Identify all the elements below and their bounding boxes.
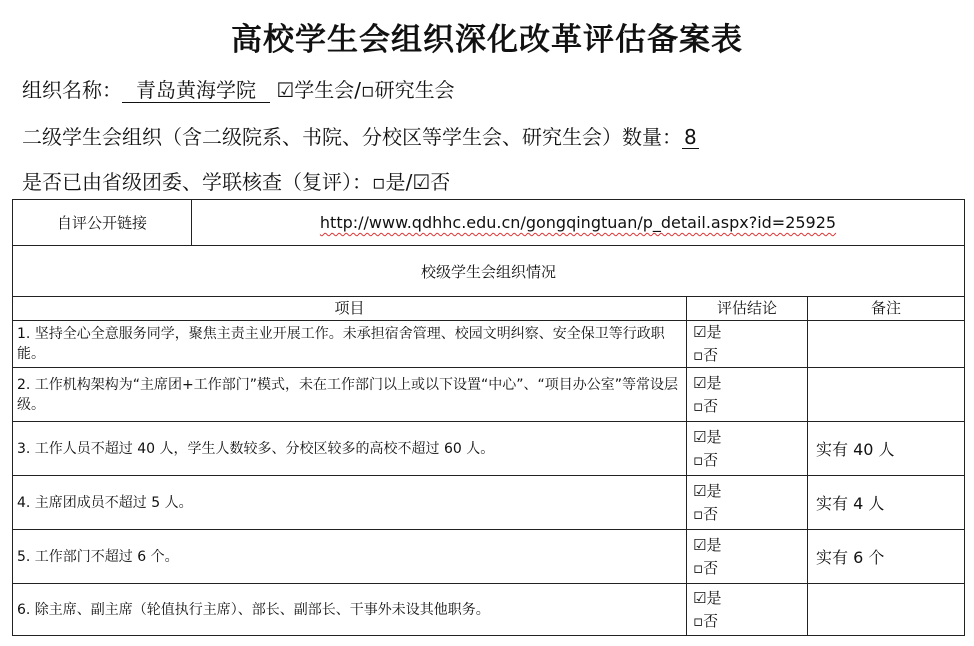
row-result xyxy=(687,368,808,422)
row-result xyxy=(687,321,808,368)
row-item-text: 2. 工作机构架构为“主席团+工作部门”模式，未在工作部门以上或以下设置“中心”、“项目办公室”等常设层级。 xyxy=(13,368,687,422)
link-cell xyxy=(192,200,965,246)
table-row xyxy=(13,321,965,368)
review-no-option[interactable]: ☑否 xyxy=(412,170,451,194)
no-checkbox[interactable]: ▫否 xyxy=(693,558,719,577)
table-row xyxy=(13,368,965,422)
evaluation-table xyxy=(12,199,965,636)
table-row xyxy=(13,584,965,636)
org-name-value: 青岛黄海学院 xyxy=(122,78,270,103)
org-name-label: 组织名称： xyxy=(22,78,122,102)
no-checkbox[interactable]: ▫否 xyxy=(693,450,719,469)
yes-checkbox[interactable]: ☑是 xyxy=(693,535,722,554)
col-header-result: 评估结论 xyxy=(687,297,808,321)
yes-checkbox[interactable]: ☑是 xyxy=(693,323,722,341)
section-title: 校级学生会组织情况 xyxy=(13,246,965,297)
secondary-count-line xyxy=(22,121,699,150)
review-separator: / xyxy=(405,170,413,194)
column-header-row xyxy=(13,297,965,321)
link-row xyxy=(13,200,965,246)
row-result xyxy=(687,476,808,530)
table-row xyxy=(13,530,965,584)
yes-checkbox[interactable]: ☑是 xyxy=(693,373,722,392)
row-note xyxy=(808,321,965,368)
row-result xyxy=(687,422,808,476)
row-item-text: 3. 工作人员不超过 40 人，学生人数较多、分校区较多的高校不超过 60 人。 xyxy=(13,422,687,476)
row-item-text: 4. 主席团成员不超过 5 人。 xyxy=(13,476,687,530)
self-eval-link[interactable]: http://www.qdhhc.edu.cn/gongqingtuan/p_detail.aspx?id=25925 xyxy=(319,213,837,232)
yes-checkbox[interactable]: ☑是 xyxy=(693,481,722,500)
row-result xyxy=(687,530,808,584)
secondary-count-label: 二级学生会组织（含二级院系、书院、分校区等学生会、研究生会）数量： xyxy=(22,125,682,149)
table-row xyxy=(13,422,965,476)
row-note xyxy=(808,584,965,636)
yes-checkbox[interactable]: ☑是 xyxy=(693,427,722,446)
link-label: 自评公开链接 xyxy=(13,200,192,246)
no-checkbox[interactable]: ▫否 xyxy=(693,611,719,630)
no-checkbox[interactable]: ▫否 xyxy=(693,504,719,523)
row-note xyxy=(808,368,965,422)
no-checkbox[interactable]: ▫否 xyxy=(693,396,719,415)
row-item-text: 6. 除主席、副主席（轮值执行主席）、部长、副部长、干事外未设其他职务。 xyxy=(13,584,687,636)
yes-checkbox[interactable]: ☑是 xyxy=(693,588,722,607)
row-result xyxy=(687,584,808,636)
no-checkbox[interactable]: ▫否 xyxy=(693,346,719,364)
row-note: 实有 4 人 xyxy=(808,476,965,530)
graduate-union-option[interactable]: ▫研究生会 xyxy=(361,78,455,102)
review-label: 是否已由省级团委、学联核查（复评）： xyxy=(22,170,372,194)
org-name-line xyxy=(22,74,455,103)
review-yes-option[interactable]: ▫是 xyxy=(372,170,406,194)
row-item-text: 5. 工作部门不超过 6 个。 xyxy=(13,530,687,584)
section-row xyxy=(13,246,965,297)
row-note: 实有 40 人 xyxy=(808,422,965,476)
table-row xyxy=(13,476,965,530)
col-header-note: 备注 xyxy=(808,297,965,321)
student-union-option[interactable]: ☑学生会 xyxy=(276,78,355,102)
page-title: 高校学生会组织深化改革评估备案表 xyxy=(231,22,743,58)
row-item-text: 1. 坚持全心全意服务同学，聚焦主责主业开展工作。未承担宿舍管理、校园文明纠察、安全保卫等行政职能。 xyxy=(13,321,687,368)
option-separator: / xyxy=(354,78,362,102)
review-line xyxy=(22,166,450,195)
secondary-count-value: 8 xyxy=(684,125,697,149)
col-header-item: 项目 xyxy=(13,297,687,321)
row-note: 实有 6 个 xyxy=(808,530,965,584)
